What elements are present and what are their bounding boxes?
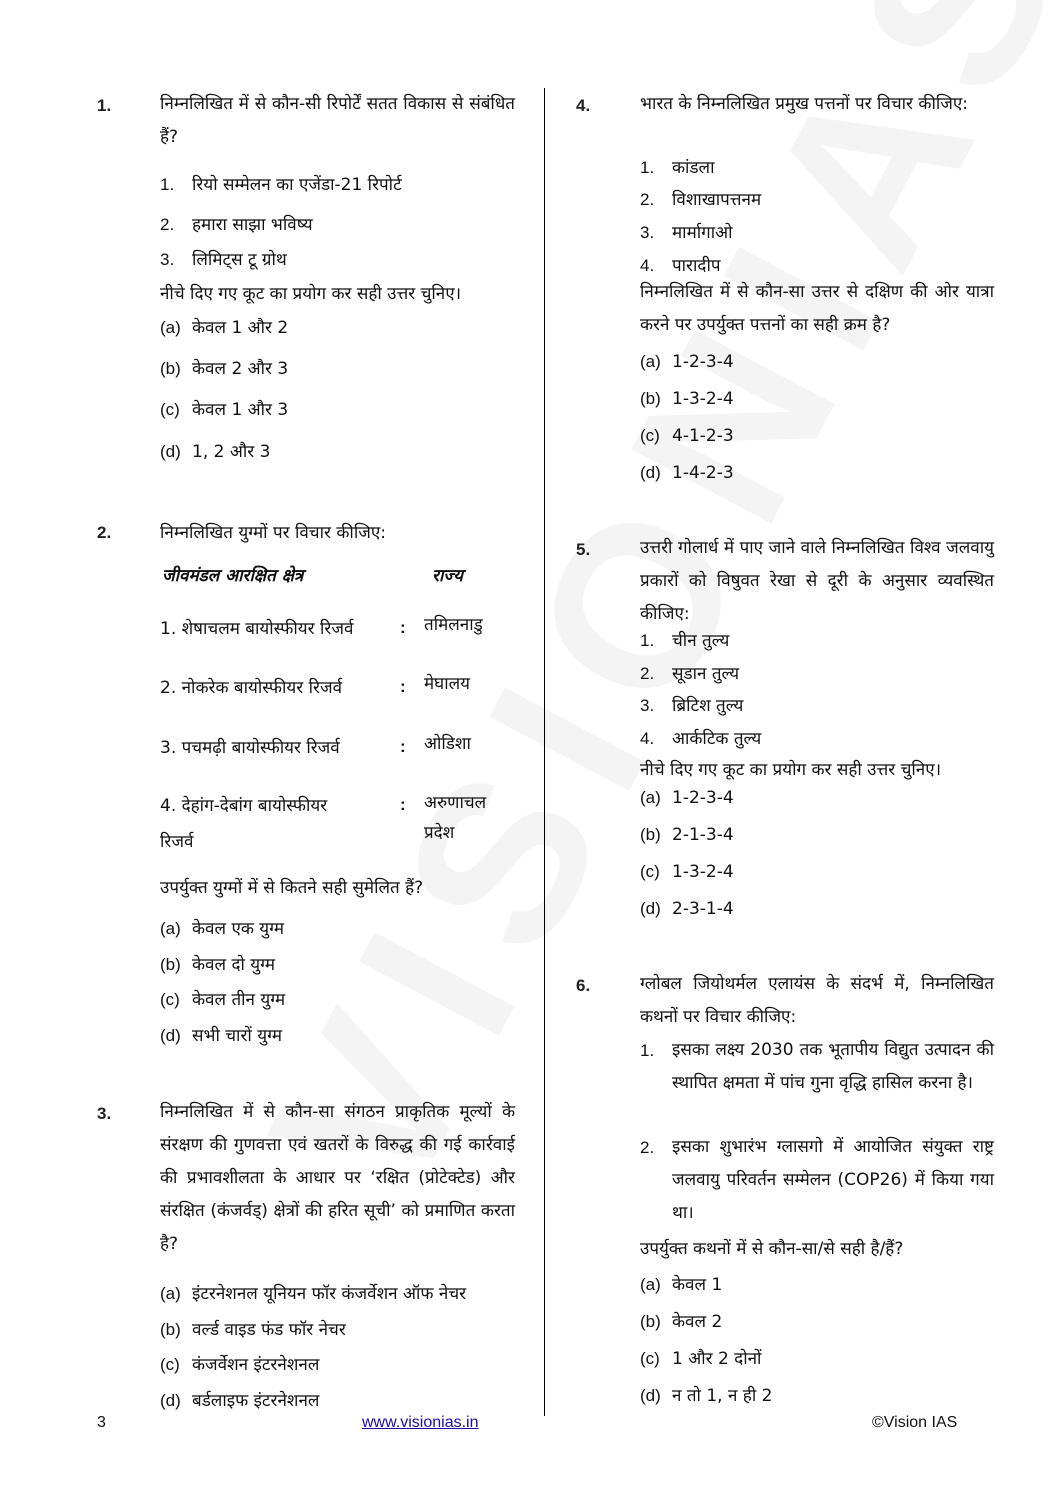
- option-text: केवल 1 और 3: [192, 400, 289, 420]
- option-text: 2-3-1-4: [672, 899, 734, 919]
- option-label: (a): [640, 352, 661, 371]
- option-label: (d): [160, 1026, 181, 1045]
- item-label: 1.: [640, 158, 655, 177]
- pair-left: 2. नोकरेक बायोस्फीयर रिजर्व: [160, 678, 343, 698]
- answer-option[interactable]: [160, 1281, 466, 1304]
- list-item: [640, 661, 739, 684]
- answer-option[interactable]: [640, 352, 734, 372]
- column-header: राज्य: [432, 566, 463, 586]
- answer-option[interactable]: [640, 825, 734, 845]
- column-header: जीवमंडल आरक्षित क्षेत्र: [162, 566, 304, 586]
- option-label: (b): [640, 825, 661, 844]
- option-label: (b): [160, 955, 181, 974]
- question-prompt: उपर्युक्त युग्मों में से कितने सही सुमेलित हैं?: [160, 878, 424, 898]
- list-item: [160, 212, 313, 235]
- pair-left-cont: रिजर्व: [160, 832, 194, 852]
- question-text: भारत के निम्नलिखित प्रमुख पत्तनों पर विचार कीजिए:: [640, 94, 969, 114]
- answer-option[interactable]: [640, 1383, 772, 1406]
- answer-option[interactable]: [640, 788, 734, 808]
- column-divider: [544, 88, 545, 1416]
- option-text: केवल दो युग्म: [192, 955, 276, 975]
- option-label: (a): [640, 788, 661, 807]
- pair-left: 3. पचमढ़ी बायोस्फीयर रिजर्व: [160, 738, 340, 758]
- option-text: कंजर्वेशन इंटरनेशनल: [192, 1355, 320, 1375]
- item-label: 3.: [640, 696, 655, 715]
- item-text: मार्मागाओ: [672, 223, 733, 243]
- list-item: [160, 172, 402, 195]
- pair-right: अरुणाचल: [424, 793, 487, 813]
- item-text: हमारा साझा भविष्य: [192, 215, 313, 235]
- answer-option[interactable]: [160, 1317, 346, 1340]
- list-item: [640, 726, 761, 749]
- option-text: वर्ल्ड वाइड फंड फॉर नेचर: [192, 1320, 346, 1340]
- page-number: 3: [97, 1414, 106, 1431]
- instruction-text: निम्नलिखित में से कौन-सा उत्तर से दक्षिण की ओर यात्रा करने पर उपर्युक्त पत्तनों का सही क्रम है?: [640, 282, 994, 335]
- item-text: ब्रिटिश तुल्य: [672, 696, 744, 716]
- option-text: 2-1-3-4: [672, 825, 734, 845]
- option-label: (d): [160, 442, 181, 461]
- item-text: आर्कटिक तुल्य: [672, 729, 762, 749]
- list-item: [640, 693, 743, 716]
- answer-option[interactable]: [160, 1388, 319, 1411]
- statement-text: इसका लक्ष्य 2030 तक भूतापीय विद्युत उत्पादन की स्थापित क्षमता में पांच गुना वृद्धि हासिल करना है।: [672, 1040, 994, 1093]
- website-link[interactable]: www.visionias.in: [362, 1414, 479, 1431]
- item-text: लिमिट्स टू ग्रोथ: [192, 250, 287, 270]
- item-label: 4.: [640, 729, 655, 748]
- answer-option[interactable]: [160, 952, 275, 975]
- option-label: (d): [640, 1386, 661, 1405]
- statement-label: 2.: [640, 1138, 655, 1157]
- question-number: 5.: [576, 540, 591, 559]
- statement-text: इसका शुभारंभ ग्लासगो में आयोजित संयुक्त राष्ट्र जलवायु परिवर्तन सम्मेलन (COP26) में किया गया था।: [672, 1137, 994, 1223]
- list-item: [640, 253, 721, 276]
- option-text: 4-1-2-3: [672, 426, 734, 446]
- answer-option[interactable]: [640, 463, 734, 483]
- question-text: निम्नलिखित में से कौन-सा संगठन प्राकृतिक मूल्यों के संरक्षण की गुणवत्ता एवं खतरों के विरुद्ध की गई कार्रवाई की प्रभावशीलता के आधार पर ‘रक्षित (प्रोटेक्टेड) और संरक्षित (कंजर्वड्) क्षेत्रों की हरित सूची’ को प्रमाणित करता है?: [160, 1102, 515, 1254]
- option-label: (b): [160, 359, 181, 378]
- answer-option[interactable]: [640, 1272, 722, 1295]
- option-text: केवल 1 और 2: [192, 318, 289, 338]
- option-label: (b): [640, 1312, 661, 1331]
- option-text: 1-4-2-3: [672, 463, 734, 483]
- option-text: केवल तीन युग्म: [192, 990, 286, 1010]
- option-label: (c): [640, 862, 660, 881]
- instruction-text: नीचे दिए गए कूट का प्रयोग कर सही उत्तर चुनिए।: [640, 760, 942, 780]
- item-text: पारादीप: [672, 256, 721, 276]
- option-text: 1, 2 और 3: [192, 442, 271, 462]
- item-label: 2.: [640, 664, 655, 683]
- pair-colon: :: [400, 677, 406, 696]
- answer-option[interactable]: [160, 315, 288, 338]
- list-item: [160, 247, 287, 270]
- answer-option[interactable]: [640, 1309, 722, 1332]
- option-label: (a): [160, 318, 181, 337]
- answer-option[interactable]: [160, 987, 285, 1010]
- option-text: 1-2-3-4: [672, 788, 734, 808]
- item-label: 4.: [640, 256, 655, 275]
- question-text: निम्नलिखित युग्मों पर विचार कीजिए:: [160, 523, 386, 543]
- option-label: (a): [640, 1275, 661, 1294]
- option-text: केवल 2: [672, 1312, 723, 1332]
- question-number: 2.: [97, 523, 112, 542]
- item-text: कांडला: [672, 158, 715, 178]
- pair-right-cont: प्रदेश: [424, 823, 455, 843]
- website-link-wrap: [362, 1414, 478, 1432]
- list-item: [640, 628, 729, 651]
- item-text: रियो सम्मेलन का एजेंडा-21 रिपोर्ट: [192, 175, 402, 195]
- item-text: विशाखापत्तनम: [672, 190, 762, 210]
- pair-colon: :: [400, 795, 406, 814]
- option-label: (d): [160, 1391, 181, 1410]
- option-text: 1 और 2 दोनों: [672, 1349, 762, 1369]
- item-label: 1.: [160, 175, 175, 194]
- pair-colon: :: [400, 737, 406, 756]
- option-text: 1-3-2-4: [672, 389, 734, 409]
- answer-option[interactable]: [640, 899, 734, 919]
- option-label: (d): [640, 899, 661, 918]
- option-text: बर्डलाइफ इंटरनेशनल: [192, 1391, 320, 1411]
- item-text: सूडान तुल्य: [672, 664, 740, 684]
- option-text: सभी चारों युग्म: [192, 1026, 283, 1046]
- option-label: (a): [160, 919, 181, 938]
- option-label: (d): [640, 463, 661, 482]
- item-label: 3.: [160, 250, 175, 269]
- pair-left: 1. शेषाचलम बायोस्फीयर रिजर्व: [160, 619, 354, 639]
- option-text: 1-3-2-4: [672, 862, 734, 882]
- answer-option[interactable]: [160, 916, 284, 939]
- option-label: (a): [160, 1284, 181, 1303]
- item-text: चीन तुल्य: [672, 631, 730, 651]
- option-label: (b): [640, 389, 661, 408]
- answer-option[interactable]: [160, 1352, 319, 1375]
- item-label: 3.: [640, 223, 655, 242]
- pair-right: मेघालय: [424, 674, 471, 694]
- answer-option[interactable]: [640, 389, 734, 409]
- option-text: न तो 1, न ही 2: [672, 1386, 773, 1406]
- question-text: निम्नलिखित में से कौन-सी रिपोर्टें सतत विकास से संबंधित हैं?: [160, 94, 515, 147]
- pair-colon: :: [400, 618, 406, 637]
- question-text: ग्लोबल जियोथर्मल एलायंस के संदर्भ में, निम्नलिखित कथनों पर विचार कीजिए:: [640, 974, 994, 1027]
- option-label: (c): [160, 1355, 180, 1374]
- question-number: 1.: [97, 96, 112, 115]
- item-label: 2.: [160, 215, 175, 234]
- pair-right: ओडिशा: [424, 734, 471, 754]
- answer-option[interactable]: [640, 1346, 761, 1369]
- item-label: 2.: [640, 190, 655, 209]
- list-item: [640, 220, 733, 243]
- question-text: उत्तरी गोलार्ध में पाए जाने वाले निम्नलिखित विश्व जलवायु प्रकारों को विषुवत रेखा से दूरी के अनुसार व्यवस्थित कीजिए:: [640, 538, 994, 624]
- question-prompt: उपर्युक्त कथनों में से कौन-सा/से सही है/हैं?: [640, 1239, 904, 1259]
- question-number: 4.: [576, 96, 591, 115]
- question-number: 3.: [97, 1104, 112, 1123]
- instruction-text: नीचे दिए गए कूट का प्रयोग कर सही उत्तर चुनिए।: [160, 284, 462, 304]
- option-text: 1-2-3-4: [672, 352, 734, 372]
- answer-option[interactable]: [160, 397, 288, 420]
- option-text: केवल 1: [672, 1275, 723, 1295]
- item-label: 1.: [640, 631, 655, 650]
- answer-option[interactable]: [160, 1023, 282, 1046]
- pair-right: तमिलनाडु: [424, 615, 483, 635]
- option-label: (b): [160, 1320, 181, 1339]
- answer-option[interactable]: [160, 356, 288, 379]
- option-label: (c): [640, 1349, 660, 1368]
- answer-option[interactable]: [160, 439, 270, 462]
- option-label: (c): [640, 426, 660, 445]
- option-text: केवल एक युग्म: [192, 919, 285, 939]
- option-text: इंटरनेशनल यूनियन फॉर कंजर्वेशन ऑफ नेचर: [192, 1284, 467, 1304]
- list-item: [640, 155, 714, 178]
- list-item: [640, 187, 761, 210]
- statement-label: 1.: [640, 1041, 655, 1060]
- question-number: 6.: [576, 976, 591, 995]
- option-label: (c): [160, 990, 180, 1009]
- pair-left: 4. देहांग-देबांग बायोस्फीयर: [160, 796, 328, 816]
- answer-option[interactable]: [640, 426, 734, 446]
- answer-option[interactable]: [640, 862, 734, 882]
- option-label: (c): [160, 400, 180, 419]
- copyright-text: ©Vision IAS: [872, 1414, 958, 1431]
- option-text: केवल 2 और 3: [192, 359, 289, 379]
